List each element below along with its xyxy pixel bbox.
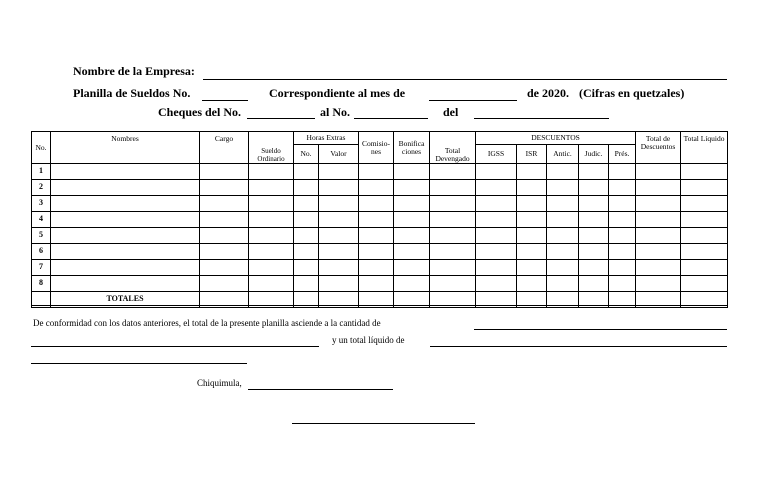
table-cell[interactable] — [681, 276, 728, 292]
row-number: 8 — [32, 276, 51, 292]
totales-label: TOTALES — [51, 292, 200, 308]
table-cell[interactable] — [609, 260, 636, 276]
table-cell[interactable] — [609, 196, 636, 212]
header-descuentos: DESCUENTOS — [476, 132, 636, 145]
table-cell[interactable] — [517, 196, 547, 212]
row-number: 6 — [32, 244, 51, 260]
header-total-descuentos: Total de Descuentos — [636, 132, 681, 164]
table-cell[interactable] — [249, 196, 294, 212]
table-cell[interactable] — [579, 228, 609, 244]
table-cell[interactable] — [430, 196, 476, 212]
conformidad-text: De conformidad con los datos anteriores, el total de la presente planilla asciende a la cantidad de — [33, 318, 381, 328]
header-bonificaciones: Bonifica ciones — [394, 132, 430, 164]
table-cell[interactable] — [517, 180, 547, 196]
table-cell[interactable] — [359, 228, 394, 244]
table-cell[interactable] — [394, 260, 430, 276]
cheques-label: Cheques del No. — [158, 105, 242, 119]
liquido-text: y un total líquido de — [332, 335, 405, 345]
table-cell[interactable] — [294, 180, 319, 196]
table-cell[interactable] — [51, 276, 200, 292]
table-cell[interactable] — [476, 260, 517, 276]
table-cell[interactable] — [51, 260, 200, 276]
table-cell[interactable] — [476, 180, 517, 196]
table-cell[interactable] — [294, 228, 319, 244]
table-cell[interactable] — [579, 260, 609, 276]
table-cell[interactable] — [476, 228, 517, 244]
table-row — [32, 164, 728, 180]
header-horas-valor: Valor — [319, 145, 359, 164]
header-isr: ISR — [517, 145, 547, 164]
table-cell[interactable] — [359, 164, 394, 180]
header-pres: Prés. — [609, 145, 636, 164]
header-total-liquido: Total Líquido — [681, 132, 728, 164]
empresa-field[interactable] — [203, 79, 727, 80]
header-antic: Antic. — [547, 145, 579, 164]
table-cell[interactable] — [579, 244, 609, 260]
table-cell[interactable] — [579, 212, 609, 228]
table-cell[interactable] — [200, 196, 249, 212]
table-cell[interactable] — [609, 180, 636, 196]
table-cell[interactable] — [51, 244, 200, 260]
table-cell[interactable] — [681, 212, 728, 228]
table-cell[interactable] — [200, 180, 249, 196]
table-cell[interactable] — [249, 260, 294, 276]
header-total-devengado: Total Devengado — [430, 132, 476, 164]
table-cell[interactable] — [517, 228, 547, 244]
table-cell[interactable] — [636, 180, 681, 196]
table-cell[interactable] — [579, 164, 609, 180]
table-cell[interactable] — [359, 244, 394, 260]
correspondiente-label: Correspondiente al mes de — [269, 86, 406, 100]
table-cell[interactable] — [200, 212, 249, 228]
table-cell[interactable] — [51, 164, 200, 180]
ciudad-label: Chiquimula, — [197, 378, 242, 388]
table-cell[interactable] — [394, 164, 430, 180]
table-cell[interactable] — [294, 276, 319, 292]
header-no: No. — [32, 132, 51, 164]
table-cell[interactable] — [517, 244, 547, 260]
table-cell[interactable] — [51, 180, 200, 196]
table-cell[interactable] — [249, 180, 294, 196]
table-cell[interactable] — [430, 244, 476, 260]
table-cell[interactable] — [294, 164, 319, 180]
fecha-firma-field[interactable] — [248, 389, 393, 390]
header-nombres: Nombres — [51, 132, 200, 164]
table-cell[interactable] — [249, 212, 294, 228]
table-cell[interactable] — [394, 276, 430, 292]
cantidad-letras-field[interactable] — [31, 346, 319, 347]
table-cell[interactable] — [476, 164, 517, 180]
table-cell[interactable] — [609, 276, 636, 292]
table-row — [32, 260, 728, 276]
table-cell[interactable] — [547, 260, 579, 276]
table-cell[interactable] — [517, 212, 547, 228]
table-cell[interactable] — [681, 228, 728, 244]
table-cell[interactable] — [681, 260, 728, 276]
table-cell[interactable] — [249, 164, 294, 180]
table-cell[interactable] — [51, 196, 200, 212]
table-cell[interactable] — [681, 244, 728, 260]
table-cell[interactable] — [359, 180, 394, 196]
empresa-label: Nombre de la Empresa: — [73, 64, 195, 78]
table-cell[interactable] — [547, 164, 579, 180]
table-cell[interactable] — [609, 228, 636, 244]
row-number: 7 — [32, 260, 51, 276]
table-cell[interactable] — [430, 180, 476, 196]
cheque-hasta-field[interactable] — [354, 118, 428, 119]
table-cell[interactable] — [319, 212, 359, 228]
table-cell[interactable] — [476, 212, 517, 228]
table-cell[interactable] — [636, 212, 681, 228]
cifras-label: (Cifras en quetzales) — [579, 86, 685, 100]
table-cell[interactable] — [200, 164, 249, 180]
header-igss: IGSS — [476, 145, 517, 164]
table-cell[interactable] — [394, 180, 430, 196]
table-cell[interactable] — [319, 228, 359, 244]
liquido-letras-field[interactable] — [31, 363, 247, 364]
table-cell[interactable] — [636, 244, 681, 260]
al-label: al No. — [320, 105, 350, 119]
row-number: 2 — [32, 180, 51, 196]
table-cell[interactable] — [394, 212, 430, 228]
table-row — [32, 196, 728, 212]
table-cell[interactable] — [319, 260, 359, 276]
table-cell[interactable] — [579, 276, 609, 292]
table-cell[interactable] — [359, 260, 394, 276]
table-cell[interactable] — [476, 196, 517, 212]
table-cell[interactable] — [294, 212, 319, 228]
table-cell[interactable] — [517, 260, 547, 276]
table-cell[interactable] — [430, 276, 476, 292]
table-cell[interactable] — [200, 228, 249, 244]
table-row — [32, 228, 728, 244]
header-comisiones: Comisio-nes — [359, 132, 394, 164]
table-cell[interactable] — [249, 228, 294, 244]
table-row — [32, 180, 728, 196]
header-horas-no: No. — [294, 145, 319, 164]
table-cell[interactable] — [249, 276, 294, 292]
table-cell[interactable] — [200, 244, 249, 260]
table-cell[interactable] — [547, 196, 579, 212]
table-cell[interactable] — [319, 196, 359, 212]
del-label: del — [443, 105, 459, 119]
table-cell[interactable] — [394, 228, 430, 244]
table-cell[interactable] — [394, 244, 430, 260]
table-cell[interactable] — [51, 212, 200, 228]
table-cell[interactable] — [636, 276, 681, 292]
table-cell[interactable] — [359, 212, 394, 228]
table-cell[interactable] — [430, 260, 476, 276]
table-cell[interactable] — [547, 180, 579, 196]
table-cell[interactable] — [636, 164, 681, 180]
table-cell[interactable] — [319, 276, 359, 292]
row-number: 1 — [32, 164, 51, 180]
table-row — [32, 212, 728, 228]
header-sueldo: Sueldo Ordinario — [249, 132, 294, 164]
planilla-label: Planilla de Sueldos No. — [73, 86, 191, 100]
table-cell[interactable] — [579, 180, 609, 196]
table-cell[interactable] — [579, 196, 609, 212]
table-cell[interactable] — [294, 260, 319, 276]
table-cell[interactable] — [609, 164, 636, 180]
header-judic: Judic. — [579, 145, 609, 164]
table-cell[interactable] — [359, 276, 394, 292]
table-cell[interactable] — [294, 244, 319, 260]
table-cell[interactable] — [319, 164, 359, 180]
table-cell[interactable] — [430, 212, 476, 228]
table-cell[interactable] — [636, 228, 681, 244]
table-cell[interactable] — [547, 244, 579, 260]
table-row — [32, 276, 728, 292]
table-cell[interactable] — [200, 276, 249, 292]
table-double-rule — [31, 305, 727, 306]
table-cell[interactable] — [249, 244, 294, 260]
row-number: 5 — [32, 228, 51, 244]
table-cell[interactable] — [547, 212, 579, 228]
table-cell[interactable] — [609, 212, 636, 228]
table-cell[interactable] — [517, 276, 547, 292]
table-row — [32, 244, 728, 260]
planilla-number-field[interactable] — [202, 100, 248, 101]
header-horas-extras: Horas Extras — [294, 132, 359, 145]
table-cell[interactable] — [200, 260, 249, 276]
table-cell[interactable] — [294, 196, 319, 212]
table-cell[interactable] — [476, 276, 517, 292]
table-cell[interactable] — [681, 180, 728, 196]
table-cell[interactable] — [681, 196, 728, 212]
table-cell[interactable] — [636, 260, 681, 276]
table-cell[interactable] — [430, 228, 476, 244]
anio-label: de 2020. — [527, 86, 569, 100]
table-cell[interactable] — [476, 244, 517, 260]
table-cell[interactable] — [517, 164, 547, 180]
table-cell[interactable] — [636, 196, 681, 212]
table-cell[interactable] — [319, 244, 359, 260]
row-number: 3 — [32, 196, 51, 212]
table-cell[interactable] — [681, 164, 728, 180]
firma-line[interactable] — [292, 423, 475, 424]
table-cell[interactable] — [547, 228, 579, 244]
table-cell[interactable] — [359, 196, 394, 212]
table-cell[interactable] — [609, 244, 636, 260]
table-cell[interactable] — [319, 180, 359, 196]
mes-field[interactable] — [429, 100, 517, 101]
liquido-field[interactable] — [430, 346, 727, 347]
cheque-desde-field[interactable] — [247, 118, 315, 119]
fecha-field[interactable] — [474, 118, 609, 119]
table-cell[interactable] — [394, 196, 430, 212]
row-number: 4 — [32, 212, 51, 228]
table-cell[interactable] — [51, 228, 200, 244]
header-cargo: Cargo — [200, 132, 249, 164]
table-cell[interactable] — [430, 164, 476, 180]
payroll-table — [31, 131, 728, 308]
cantidad-field[interactable] — [474, 329, 727, 330]
table-cell[interactable] — [547, 276, 579, 292]
